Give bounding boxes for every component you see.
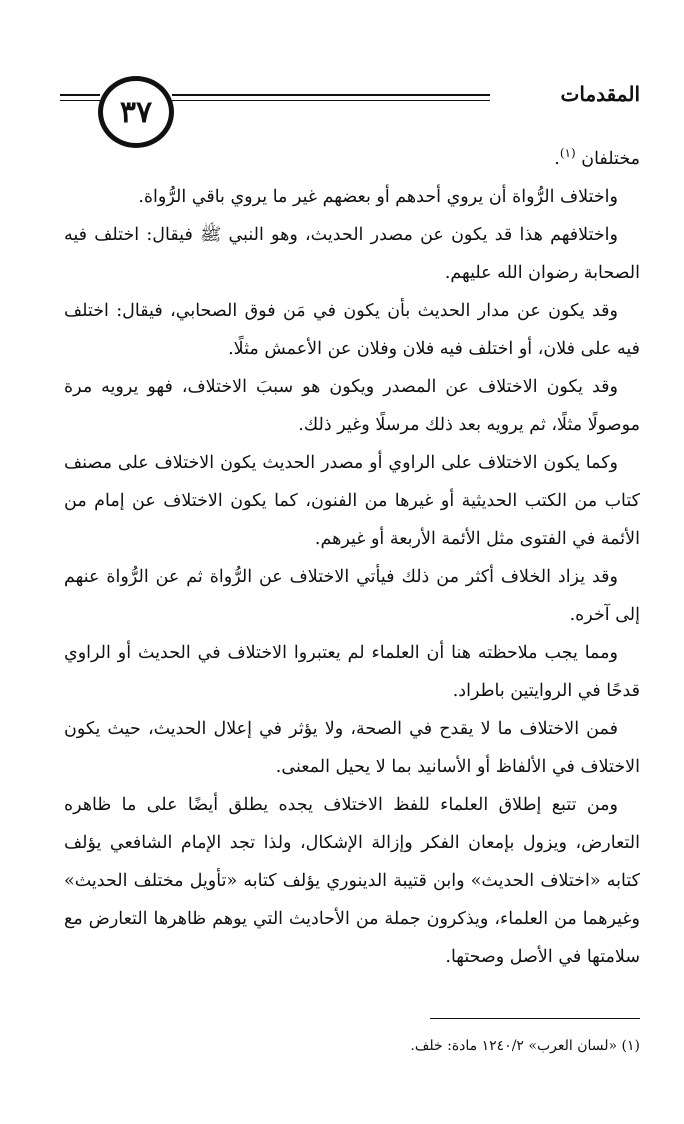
paragraph: وقد يزاد الخلاف أكثر من ذلك فيأتي الاختلاف عن الرُّواة ثم عن الرُّواة عنهم إلى آخره. bbox=[64, 567, 640, 625]
page-number: ٣٧ bbox=[98, 76, 174, 148]
paragraph: ومما يجب ملاحظته هنا أن العلماء لم يعتبروا الاختلاف في الحديث أو الراوي قدحًا في الروايتين باطراد. bbox=[64, 643, 640, 701]
header-rule-left-top bbox=[60, 94, 100, 96]
paragraph: وكما يكون الاختلاف على الراوي أو مصدر الحديث يكون الاختلاف على مصنف كتاب من الكتب الحديثية أو غيرها من الفنون، كما يكون الاختلاف عن إمام من الأئمة في الفتوى مثل الأئمة الأربعة أو غيرهم. bbox=[64, 453, 640, 549]
running-head: المقدمات bbox=[560, 82, 640, 106]
header-rule-left-bottom bbox=[60, 100, 100, 101]
paragraph: وقد يكون عن مدار الحديث بأن يكون في مَن فوق الصحابي، فيقال: اختلف فيه على فلان، أو اختلف فيه فلان وفلان عن الأعمش مثلًا. bbox=[64, 301, 640, 359]
footnote-rule bbox=[430, 1018, 640, 1019]
paragraph: ومن تتبع إطلاق العلماء للفظ الاختلاف يجده يطلق أيضًا على ما ظاهره التعارض، ويزول بإمعان الفكر وإزالة الإشكال، ولذا تجد الإمام الشافعي يؤلف كتابه «اختلاف الحديث» وابن قتيبة الدينوري يؤلف كتابه «تأويل مختلف الحديث» وغيرهما من العلماء، ويذكرون جملة من الأحاديث التي يوهم ظاهرها التعارض مع سلامتها في الأصل وصحتها. bbox=[64, 795, 640, 967]
paragraph: وقد يكون الاختلاف عن المصدر ويكون هو سببَ الاختلاف، فهو يرويه مرة موصولًا مثلًا، ثم يرويه بعد ذلك مرسلًا وغير ذلك. bbox=[64, 377, 640, 435]
page-header bbox=[60, 68, 640, 148]
first-line-text: مختلفان bbox=[581, 149, 640, 169]
first-line: مختلفان $^{(١)}$. bbox=[554, 146, 640, 169]
body-text bbox=[64, 140, 640, 976]
paragraph: واختلافهم هذا قد يكون عن مصدر الحديث، وهو النبي ﷺ فيقال: اختلف فيه الصحابة رضوان الله عليهم. bbox=[64, 225, 640, 283]
paragraph: واختلاف الرُّواة أن يروي أحدهم أو بعضهم غير ما يروي باقي الرُّواة. bbox=[138, 187, 618, 207]
footnote: (١) «لسان العرب» ١٢٤٠/٢ مادة: خلف. bbox=[410, 1038, 640, 1054]
footnote-marker: (١) bbox=[559, 146, 576, 161]
header-rule-right-top bbox=[172, 94, 490, 96]
paragraph: فمن الاختلاف ما لا يقدح في الصحة، ولا يؤثر في إعلال الحديث، حيث يكون الاختلاف في الألفاظ أو الأسانيد بما لا يحيل المعنى. bbox=[64, 719, 640, 777]
header-rule-right-bottom bbox=[172, 100, 490, 101]
